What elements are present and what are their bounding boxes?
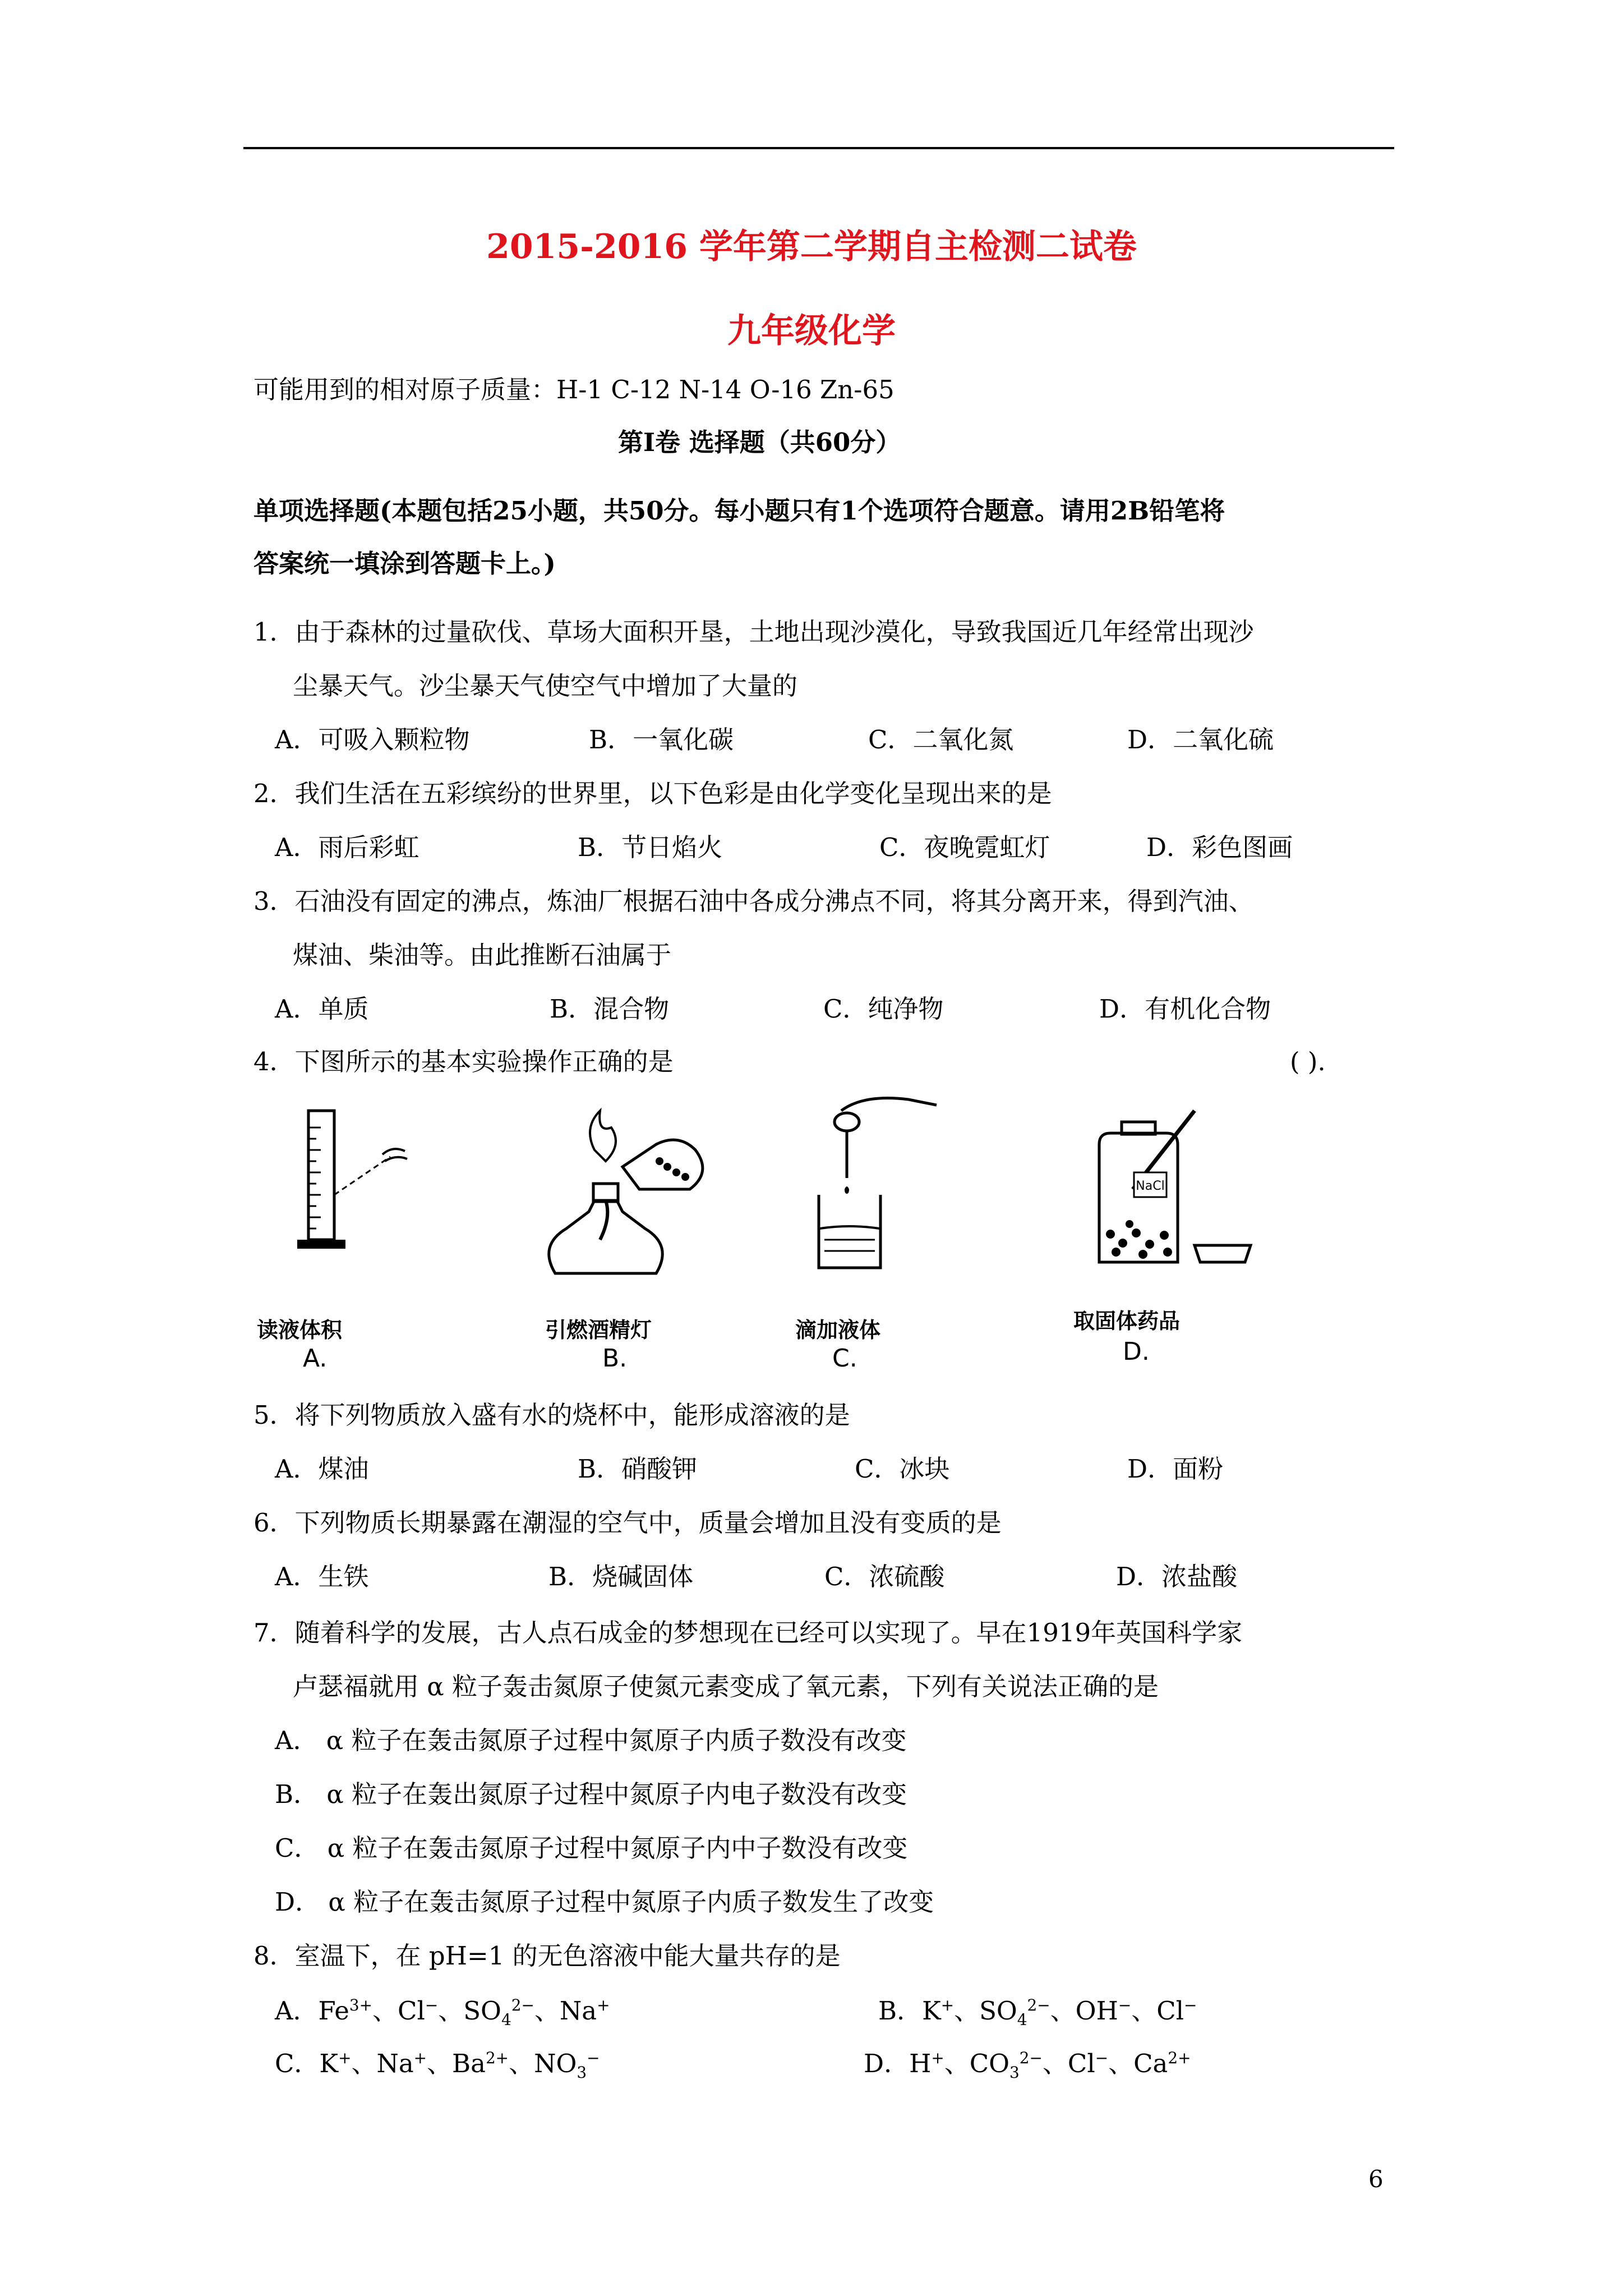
q8-a-so: 、SO [438, 1996, 501, 2026]
q2-option-d: D．彩色图画 [1146, 832, 1293, 862]
q8-d-ca-charge: 2+ [1168, 2049, 1191, 2067]
q6-option-b: B．烧碱固体 [548, 1562, 694, 1591]
q8-b-so: 、SO [954, 1996, 1017, 2026]
q8-b-oh: 、OH [1050, 1996, 1118, 2026]
q8-a-so-charge: 2− [511, 1996, 534, 2014]
q5-option-b: B．硝酸钾 [578, 1454, 698, 1484]
q3-option-c: C．纯净物 [823, 994, 944, 1024]
figure-b-alcohol-lamp-drawing [527, 1105, 718, 1290]
q8-option-d [864, 2049, 1191, 2082]
q8-d-co-sub: 3 [1009, 2063, 1020, 2082]
q8-d-ca: 、Ca [1108, 2049, 1168, 2078]
q8-d-co: 、CO [944, 2049, 1010, 2078]
q5-option-c: C．冰块 [855, 1454, 950, 1484]
q4-answer-bracket: ( ). [1290, 1047, 1326, 1076]
q8-b-so-charge: 2− [1027, 1996, 1050, 2014]
q8-a-cl: 、Cl [372, 1996, 425, 2026]
q8-option-c [275, 2049, 600, 2082]
q1-option-b: B．一氧化碳 [589, 725, 734, 754]
q1-stem-line-2: 尘暴天气。沙尘暴天气使空气中增加了大量的 [293, 671, 798, 701]
q5-option-d: D．面粉 [1127, 1454, 1224, 1484]
q7-stem-line-1: 7．随着科学的发展，古人点石成金的梦想现在已经可以实现了。早在1919年英国科学家 [253, 1618, 1243, 1648]
q6-option-d: D．浓盐酸 [1116, 1562, 1238, 1591]
q8-a-fe: A．Fe [275, 1996, 349, 2026]
q8-c-k: C．K [275, 2049, 339, 2078]
q8-c-no-sub: 3 [577, 2063, 587, 2082]
figure-c-dropper-drawing [796, 1094, 953, 1290]
figure-a-caption: 读液体积 [257, 1318, 343, 1342]
q8-c-ba: 、Ba [427, 2049, 486, 2078]
exam-title: 2015-2016 学年第二学期自主检测二试卷 [486, 227, 1137, 266]
q6-option-c: C．浓硫酸 [824, 1562, 945, 1591]
q6-option-a: A．生铁 [275, 1562, 369, 1591]
q7-option-d: D． α 粒子在轰击氮原子过程中氮原子内质子数发生了改变 [275, 1887, 934, 1917]
figure-a-cylinder-drawing [258, 1105, 426, 1273]
q8-a-na: 、Na [534, 1996, 597, 2026]
q2-option-c: C．夜晚霓虹灯 [879, 832, 1050, 862]
q1-stem-line-1: 1．由于森林的过量砍伐、草场大面积开垦，土地出现沙漠化，导致我国近几年经常出现沙 [253, 617, 1254, 647]
q8-c-k-charge: + [338, 2049, 352, 2067]
q8-d-h: D．H [864, 2049, 932, 2078]
figure-a-letter: A. [303, 1344, 328, 1373]
section-title: 第Ⅰ卷 选择题（共60分） [618, 427, 901, 457]
figure-b-letter: B. [602, 1344, 628, 1373]
q8-a-na-charge: + [597, 1996, 610, 2014]
q8-d-co-charge: 2− [1019, 2049, 1043, 2067]
instructions-line-2: 答案统一填涂到答题卡上。) [253, 549, 556, 578]
q3-option-d: D．有机化合物 [1099, 994, 1271, 1024]
q8-c-no: 、NO [509, 2049, 577, 2078]
q8-c-na: 、Na [351, 2049, 414, 2078]
q1-option-a: A．可吸入颗粒物 [275, 725, 470, 754]
figure-c-letter: C. [832, 1344, 857, 1373]
q8-d-cl: 、Cl [1042, 2049, 1095, 2078]
header-rule [243, 147, 1394, 149]
q8-b-cl: 、Cl [1131, 1996, 1184, 2026]
figure-c-caption: 滴加液体 [795, 1318, 881, 1342]
q6-stem-line-1: 6．下列物质长期暴露在潮湿的空气中，质量会增加且没有变质的是 [253, 1508, 1002, 1538]
figure-d-caption: 取固体药品 [1073, 1309, 1181, 1333]
q5-option-a: A．煤油 [275, 1454, 369, 1484]
figure-b-caption: 引燃酒精灯 [545, 1318, 652, 1342]
q8-c-no-charge: − [587, 2049, 600, 2067]
q8-b-cl-charge: − [1184, 1996, 1197, 2014]
q2-option-a: A．雨后彩虹 [275, 832, 419, 862]
q8-c-na-charge: + [413, 2049, 427, 2067]
q8-d-cl-charge: − [1095, 2049, 1109, 2067]
q8-b-so-sub: 4 [1017, 2010, 1027, 2029]
atomic-mass-line: 可能用到的相对原子质量：H-1 C-12 N-14 O-16 Zn-65 [253, 375, 895, 404]
q1-option-d: D．二氧化硫 [1127, 725, 1274, 754]
q8-a-so-sub: 4 [501, 2010, 511, 2029]
q3-option-b: B．混合物 [550, 994, 670, 1024]
q8-d-h-charge: + [931, 2049, 944, 2067]
q2-stem-line-1: 2．我们生活在五彩缤纷的世界里，以下色彩是由化学变化呈现出来的是 [253, 779, 1052, 808]
q3-option-a: A．单质 [275, 994, 369, 1024]
q7-option-c: C． α 粒子在轰击氮原子过程中氮原子内中子数没有改变 [275, 1833, 908, 1863]
q7-option-a: A． α 粒子在轰击氮原子过程中氮原子内质子数没有改变 [275, 1726, 907, 1755]
q3-stem-line-1: 3．石油没有固定的沸点，炼油厂根据石油中各成分沸点不同，将其分离开来，得到汽油、 [253, 886, 1254, 916]
q8-a-cl-charge: − [425, 1996, 439, 2014]
q8-option-a [275, 1996, 610, 2029]
q5-stem-line-1: 5．将下列物质放入盛有水的烧杯中，能形成溶液的是 [253, 1400, 850, 1430]
figure-d-letter: D. [1123, 1337, 1150, 1366]
exam-subtitle: 九年级化学 [727, 311, 896, 351]
instructions-line-1: 单项选择题(本题包括25小题，共50分。每小题只有1个选项符合题意。请用2B铅笔将 [253, 496, 1225, 526]
q8-b-k-charge: + [940, 1996, 955, 2014]
q7-stem-line-2: 卢瑟福就用 α 粒子轰击氮原子使氮元素变成了氧元素，下列有关说法正确的是 [293, 1672, 1159, 1701]
q7-option-b: B． α 粒子在轰出氮原子过程中氮原子内电子数没有改变 [275, 1779, 907, 1809]
q8-b-oh-charge: − [1118, 1996, 1132, 2014]
q8-stem-line-1: 8．室温下，在 pH=1 的无色溶液中能大量共存的是 [253, 1941, 841, 1971]
figure-d-jar-label: NaCl [1136, 1179, 1165, 1193]
q8-c-ba-charge: 2+ [485, 2049, 509, 2067]
q1-option-c: C．二氧化氮 [868, 725, 1014, 754]
q4-stem-line-1: 4．下图所示的基本实验操作正确的是 [253, 1047, 674, 1076]
q3-stem-line-2: 煤油、柴油等。由此推断石油属于 [293, 940, 672, 970]
q2-option-b: B．节日焰火 [578, 832, 723, 862]
q8-b-k: B．K [878, 1996, 941, 2026]
q8-option-b [878, 1996, 1197, 2029]
page-number: 6 [1368, 2165, 1384, 2193]
q8-a-fe-charge: 3+ [349, 1996, 373, 2014]
figure-d-nacl-jar-drawing [1082, 1099, 1262, 1279]
